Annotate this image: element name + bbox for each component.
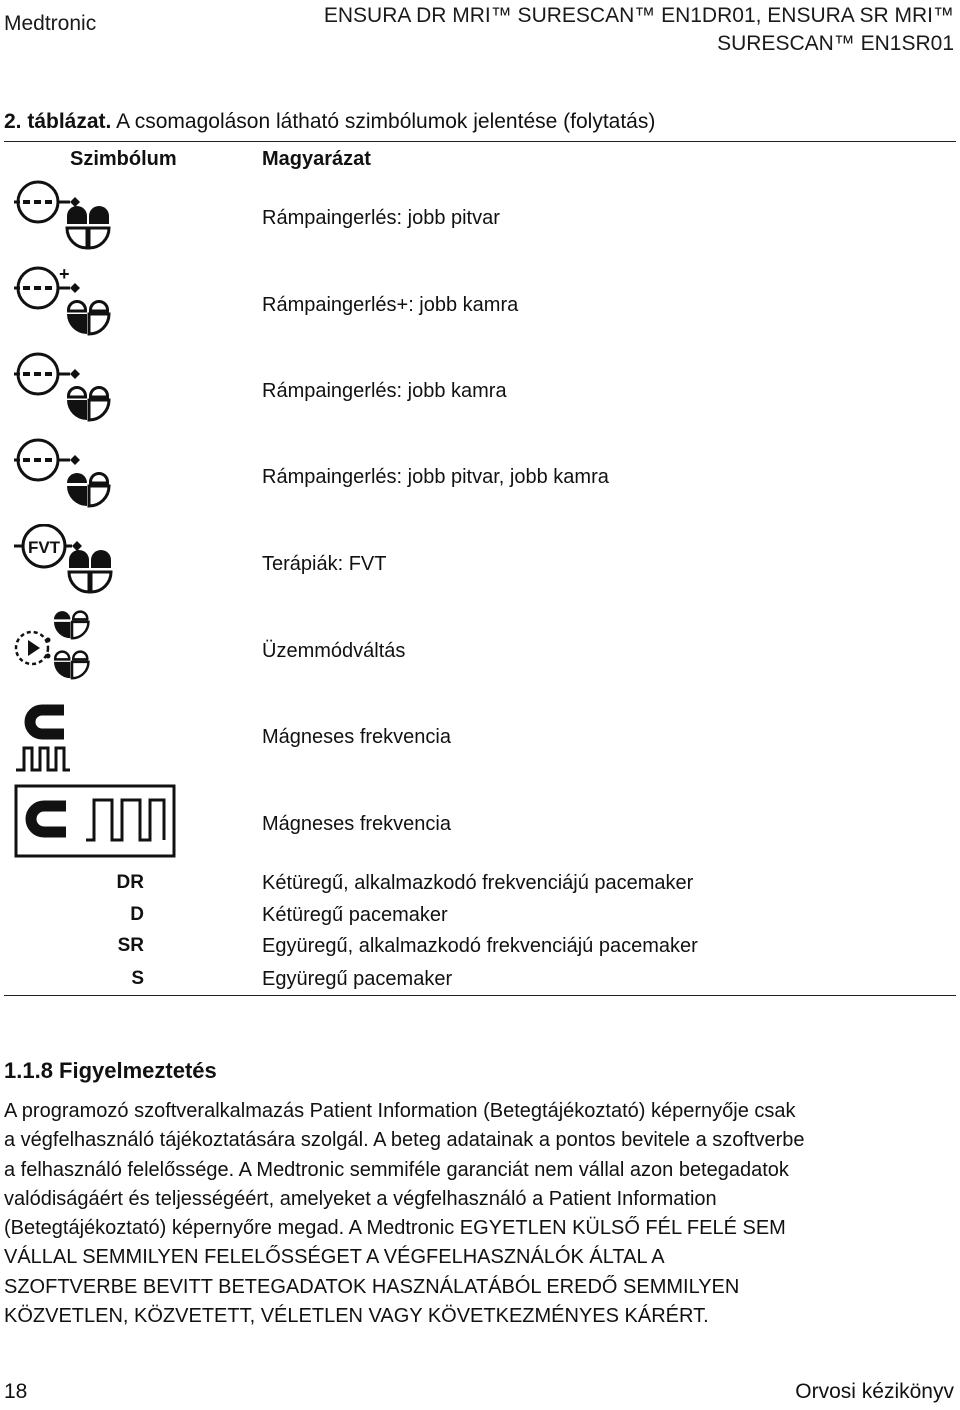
symbol-row-4-text: Rámpaingerlés: jobb pitvar, jobb kamra (262, 466, 609, 488)
code-d: D (130, 904, 144, 925)
symbol-row-6-text: Üzemmódváltás (262, 640, 406, 662)
magnet-rate-boxed-icon (14, 784, 178, 860)
paragraph-line: valódiságáért és teljességéért, amelyeket a végfelhasználó a Patient Information (4, 1187, 717, 1210)
magnet-rate-icon (14, 700, 114, 774)
ramp-pacing-plus-right-ventricle-icon (14, 266, 114, 340)
ramp-pacing-right-ventricle-icon (14, 352, 114, 426)
paragraph-line: a felhasználó felelőssége. A Medtronic semmiféle garanciát nem vállal azon betegadatok (4, 1158, 789, 1181)
code-row-4-text: Együregű pacemaker (262, 968, 453, 990)
paragraph-line: (Betegtájékoztató) képernyőre megad. A Medtronic EGYETLEN KÜLSŐ FÉL FELÉ SEM (4, 1217, 786, 1240)
column-header-explanation: Magyarázat (262, 148, 371, 170)
paragraph-line: SZOFTVERBE BEVITT BETEGADATOK HASZNÁLATÁBÓL EREDŐ SEMMILYEN (4, 1275, 740, 1298)
mode-switch-icon (14, 610, 114, 688)
symbol-row-1-text: Rámpaingerlés: jobb pitvar (262, 207, 500, 229)
warning-paragraph (4, 1097, 960, 1331)
symbol-row-5-text: Terápiák: FVT (262, 553, 387, 575)
paragraph-line: a végfelhasználó tájékoztatására szolgál. A beteg adatainak a pontos bevitele a szoftverbe (4, 1129, 805, 1152)
code-row-1-text: Kétüregű, alkalmazkodó frekvenciájú pacemaker (262, 872, 694, 894)
document-title-line-1: ENSURA DR MRI™ SURESCAN™ EN1DR01, ENSURA SR MRI™ (323, 4, 954, 27)
table-caption-text: A csomagoláson látható szimbólumok jelentése (folytatás) (116, 110, 656, 133)
paragraph-line: KÖZVETLEN, KÖZVETETT, VÉLETLEN VAGY KÖVETKEZMÉNYES KÁRÉRT. (4, 1305, 709, 1328)
page-number: 18 (4, 1380, 28, 1403)
table-bottom-rule (4, 995, 956, 996)
brand-name: Medtronic (4, 12, 97, 35)
symbol-row-3-text: Rámpaingerlés: jobb kamra (262, 380, 507, 402)
section-title: 1.1.8 Figyelmeztetés (4, 1058, 217, 1083)
ramp-pacing-atrium-ventricle-icon (14, 438, 114, 512)
table-top-rule (4, 141, 956, 142)
table-caption (4, 108, 655, 136)
symbol-row-8-text: Mágneses frekvencia (262, 813, 451, 835)
document-title-line-2: SURESCAN™ EN1SR01 (717, 32, 954, 55)
fvt-label: FVT (27, 538, 61, 557)
table-number: 2. táblázat. (4, 110, 112, 133)
book-title: Orvosi kézikönyv (795, 1380, 954, 1403)
plus-sign: + (59, 266, 70, 284)
code-row-2-text: Kétüregű pacemaker (262, 904, 448, 926)
symbol-row-2-text: Rámpaingerlés+: jobb kamra (262, 294, 519, 316)
column-header-symbol: Szimbólum (70, 148, 177, 170)
code-s: S (131, 968, 144, 989)
fvt-therapy-icon (14, 524, 114, 598)
document-title (194, 2, 954, 58)
code-row-3-text: Együregű, alkalmazkodó frekvenciájú pacemaker (262, 935, 698, 957)
ramp-pacing-right-atrium-icon (14, 180, 114, 254)
paragraph-line: A programozó szoftveralkalmazás Patient Information (Betegtájékoztató) képernyője csak (4, 1100, 796, 1122)
paragraph-line: VÁLLAL SEMMILYEN FELELŐSSÉGET A VÉGFELHASZNÁLÓK ÁLTAL A (4, 1246, 665, 1269)
code-sr: SR (117, 935, 144, 956)
symbol-row-7-text: Mágneses frekvencia (262, 726, 451, 748)
code-dr: DR (116, 872, 144, 893)
